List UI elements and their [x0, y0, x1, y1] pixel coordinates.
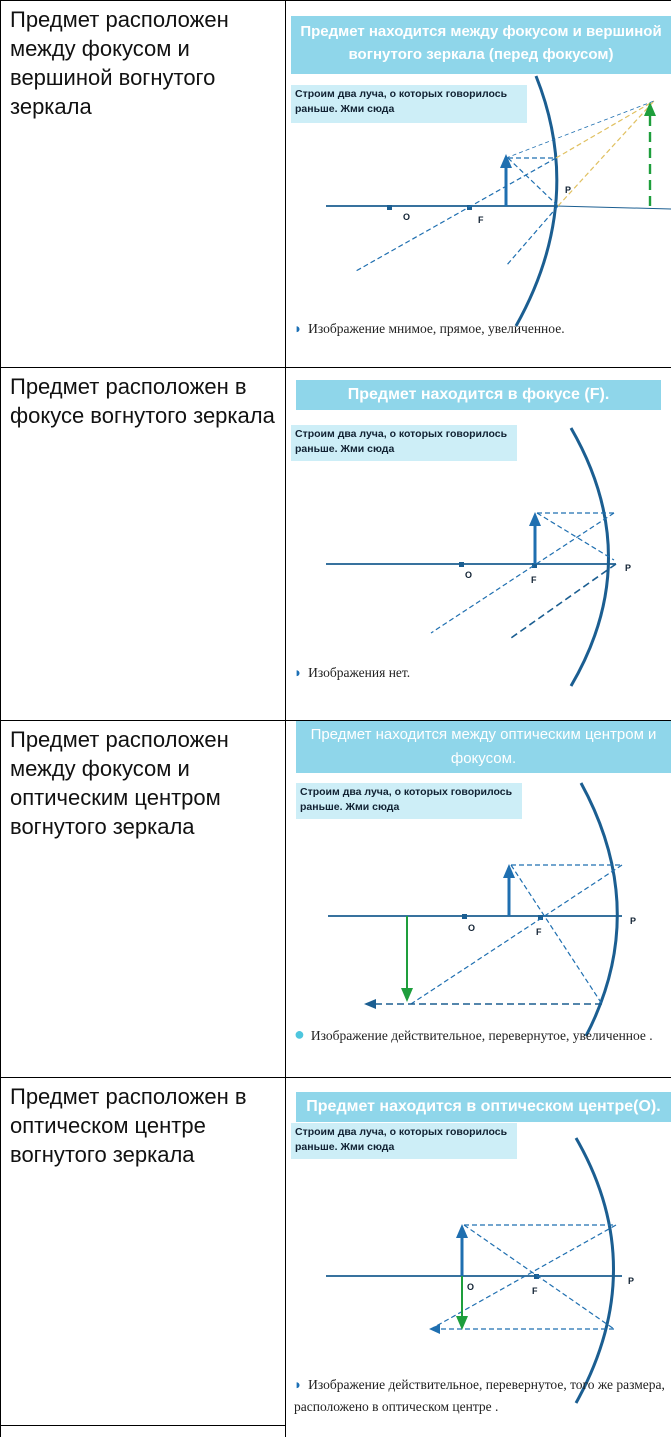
slide-at-focus [286, 368, 671, 719]
real-image-arrowhead [456, 1316, 468, 1330]
bullet-icon: ● [294, 1024, 305, 1044]
hint-link[interactable]: Строим два луча, о которых говорилось раньше. Жми сюда [291, 85, 527, 123]
reflected-ray-1 [431, 1225, 616, 1329]
slide-between-focus-and-vertex [286, 1, 671, 366]
center-label: O [403, 212, 411, 222]
row-description: Предмет расположен между фокусом и оптическим центром вогнутого зеркала [10, 727, 229, 839]
center-marker [462, 914, 467, 919]
row-description: Предмет расположен в фокусе вогнутого зеркала [10, 374, 275, 428]
concave-mirror [571, 428, 609, 686]
slide-caption: ◗ Изображение действительное, перевернутое, того же размера, расположено в оптическом центре . [294, 1374, 669, 1418]
focus-label: F [478, 215, 484, 225]
slide-between-center-and-focus [286, 721, 671, 1076]
vertex-label: P [565, 185, 572, 195]
vertex-label: P [625, 563, 632, 573]
center-label: O [465, 570, 473, 580]
table-border-left [0, 0, 1, 1437]
virtual-ray-1 [556, 101, 654, 158]
focus-label: F [536, 927, 542, 937]
table-row-divider [0, 1425, 285, 1426]
row-description: Предмет расположен в оптическом центре вогнутого зеркала [10, 1084, 247, 1167]
concave-mirror [581, 783, 617, 1036]
center-marker [387, 205, 392, 210]
concave-mirror [576, 1138, 614, 1403]
focus-label: F [532, 1286, 538, 1296]
vertex-label: P [628, 1276, 635, 1286]
slide-caption: ● Изображение действительное, перевернутое, увеличенное . [294, 1024, 653, 1044]
object-arrowhead [500, 154, 512, 168]
center-marker [459, 562, 464, 567]
slide-caption: ◗ Изображения нет. [294, 662, 669, 684]
ray-arrowhead [429, 1324, 440, 1334]
slide-at-optical-center [286, 1078, 671, 1424]
reflected-ray-1 [411, 865, 622, 1004]
virtual-ray-3 [506, 101, 654, 158]
incident-ray-vertex [537, 513, 614, 560]
incident-ray-focus [464, 1225, 614, 1329]
incident-ray-focus [508, 158, 558, 206]
row-description: Предмет расположен между фокусом и вершиной вогнутого зеркала [10, 7, 229, 119]
incident-ray-focus [511, 865, 602, 1004]
slide-title: Предмет находится между фокусом и вершиной вогнутого зеркала (перед фокусом) [291, 16, 671, 74]
hint-link[interactable]: Строим два луча, о которых говорилось раньше. Жми сюда [296, 783, 522, 819]
focus-label: F [531, 575, 537, 585]
center-label: O [467, 1282, 475, 1292]
hint-link[interactable]: Строим два луча, о которых говорилось раньше. Жми сюда [291, 1123, 517, 1159]
ray-diagram [286, 1, 671, 366]
bullet-icon: ◗ [294, 665, 303, 680]
concave-mirror [516, 76, 557, 326]
center-label: O [468, 923, 476, 933]
ray-diagram [286, 1078, 671, 1424]
bullet-icon: ◗ [294, 321, 303, 336]
vertex-label: P [630, 916, 637, 926]
real-image-arrowhead [401, 988, 413, 1002]
object-arrowhead [503, 864, 515, 878]
slide-title: Предмет находится между оптическим центром и фокусом. [296, 721, 671, 773]
hint-link[interactable]: Строим два луча, о которых говорилось раньше. Жми сюда [291, 425, 517, 461]
reflected-ray-1 [431, 513, 614, 633]
virtual-ray-2 [558, 101, 654, 206]
slide-caption: ◗ Изображение мнимое, прямое, увеличенное. [294, 318, 669, 340]
bullet-icon: ◗ [294, 1377, 303, 1392]
slide-title: Предмет находится в оптическом центре(O). [296, 1092, 671, 1122]
principal-axis-extension [556, 206, 671, 209]
slide-title: Предмет находится в фокусе (F). [296, 380, 661, 410]
reflected-ray-2 [511, 564, 616, 638]
ray-arrowhead [364, 999, 376, 1009]
